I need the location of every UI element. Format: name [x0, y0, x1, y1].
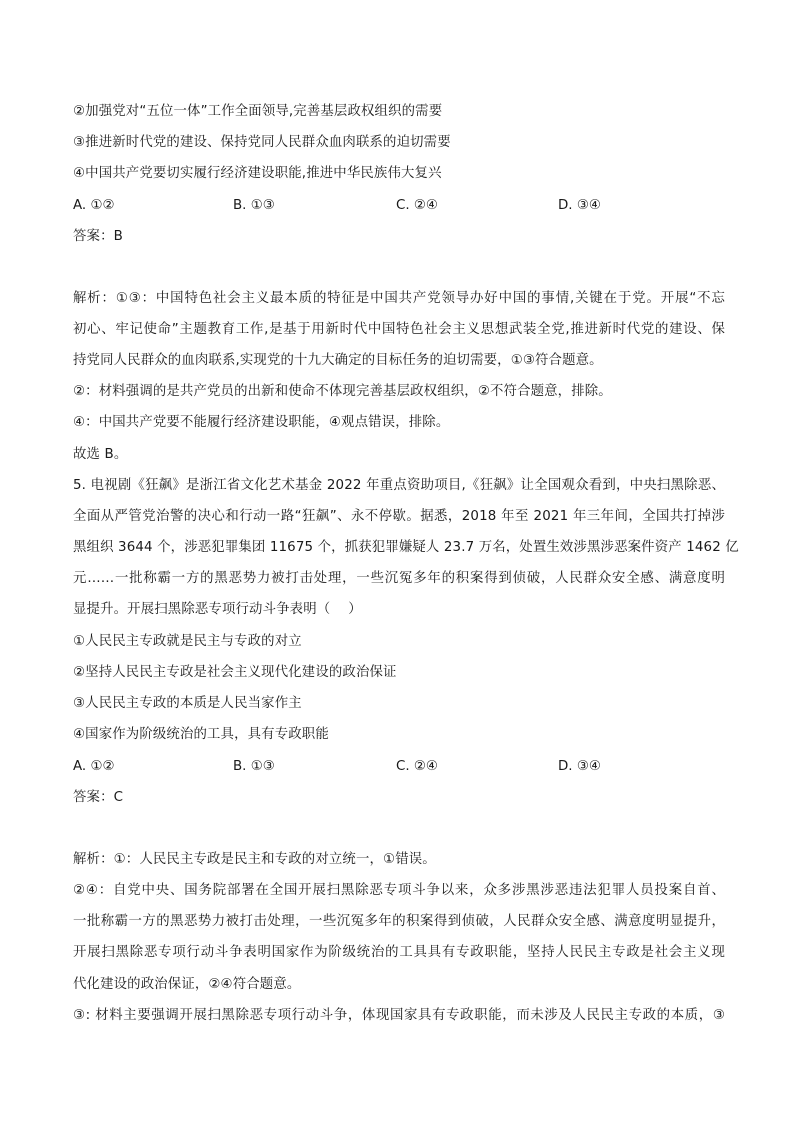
q4-analysis-line: 持党同人民群众的血肉联系,实现党的十九大确定的目标任务的迫切需要，①③符合题意。: [73, 353, 603, 368]
q4-statement-2: ②加强党对“五位一体”工作全面领导,完善基层政权组织的需要: [73, 104, 443, 119]
q4-analysis-line: ④：中国共产党要不能履行经济建设职能，④观点错误，排除。: [73, 415, 450, 430]
q5-statement-3: ③人民民主专政的本质是人民当家作主: [73, 696, 302, 711]
q5-answer: 答案：C: [73, 790, 124, 805]
q5-stem-line: 显提升。开展扫黑除恶专项行动斗争表明（ ）: [73, 602, 362, 617]
q4-statement-3: ③推进新时代党的建设、保持党同人民群众血肉联系的迫切需要: [73, 135, 451, 150]
q5-analysis-line: 解析：①：人民民主专政是民主和专政的对立统一，①错误。: [73, 852, 436, 867]
q5-option-b: B. ①③: [233, 759, 275, 774]
q5-stem-line: 5. 电视剧《狂飙》是浙江省文化艺术基金 2022 年重点资助项目,《狂飙》让全国观众看到，中央扫黑除恶、: [73, 478, 725, 493]
q4-analysis-line: 解析：①③：中国特色社会主义最本质的特征是中国共产党领导办好中国的事情,关键在于党。开展“不忘: [73, 291, 725, 306]
q5-stem-line: 黑组织 3644 个，涉恶犯罪集团 11675 个，抓获犯罪嫌疑人 23.7 万名，处置生效涉黑涉恶案件资产 1462 亿: [73, 540, 739, 555]
q5-option-a: A. ①②: [73, 759, 115, 774]
q5-analysis-line: ②④：自党中央、国务院部署在全国开展扫黑除恶专项斗争以来，众多涉黑涉恶违法犯罪人员投案自首、: [73, 883, 725, 898]
q5-stem-line: 全面从严管党治警的决心和行动一路“狂飙”、永不停歇。据悉，2018 年至 2021 年三年间，全国共打掉涉: [73, 509, 725, 524]
q5-analysis-line: 一批称霸一方的黑恶势力被打击处理，一些沉冤多年的积案得到侦破，人民群众安全感、满意度明显提升，: [73, 914, 725, 929]
q4-option-c: C. ②④: [396, 198, 438, 213]
q4-option-b: B. ①③: [233, 198, 275, 213]
q5-option-d: D. ③④: [558, 759, 601, 774]
q5-analysis-line: ③: 材料主要强调开展扫黑除恶专项行动斗争，体现国家具有专政职能，而未涉及人民民主专政的本质，③: [73, 1008, 725, 1023]
q4-statement-4: ④中国共产党要切实履行经济建设职能,推进中华民族伟大复兴: [73, 166, 442, 181]
q4-option-d: D. ③④: [558, 198, 601, 213]
q4-conclusion: 故选 B。: [73, 447, 128, 462]
q5-option-c: C. ②④: [396, 759, 438, 774]
q4-option-a: A. ①②: [73, 198, 115, 213]
q5-statement-1: ①人民民主专政就是民主与专政的对立: [73, 634, 302, 649]
q5-statement-2: ②坚持人民民主专政是社会主义现代化建设的政治保证: [73, 665, 397, 680]
q5-stem-line: 元……一批称霸一方的黑恶势力被打击处理，一些沉冤多年的积案得到侦破，人民群众安全感、满意度明: [73, 571, 725, 586]
q4-analysis-line: ②：材料强调的是共产党员的出新和使命不体现完善基层政权组织，②不符合题意，排除。: [73, 384, 612, 399]
q5-statement-4: ④国家作为阶级统治的工具，具有专政职能: [73, 727, 329, 742]
q5-analysis-line: 开展扫黑除恶专项行动斗争表明国家作为阶级统治的工具具有专政职能，坚持人民民主专政是社会主义现: [73, 945, 725, 960]
q5-analysis-line: 代化建设的政治保证，②④符合题意。: [73, 977, 301, 992]
q4-analysis-line: 初心、牢记使命”主题教育工作,是基于用新时代中国特色社会主义思想武装全党,推进新时代党的建设、保: [73, 322, 725, 337]
q4-answer: 答案：B: [73, 229, 123, 244]
